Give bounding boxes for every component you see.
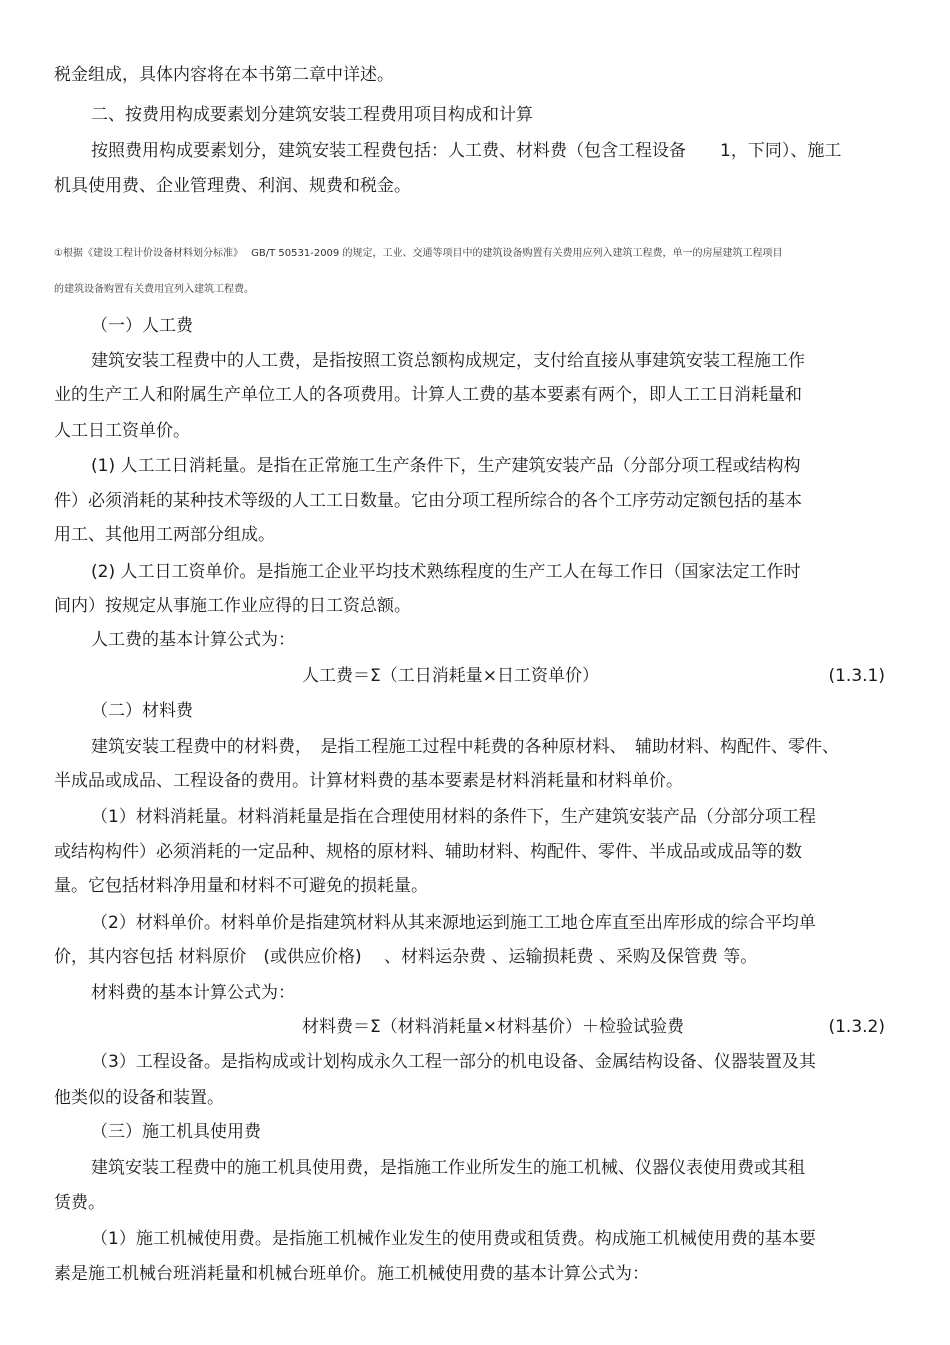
paragraph-line: 间内）按规定从事施工作业应得的日工资总额。: [54, 596, 411, 616]
paragraph-line: 人工日工资单价。: [54, 421, 190, 441]
subsection-heading: （一）人工费: [91, 316, 193, 336]
paragraph-line: 机具使用费、企业管理费、利润、规费和税金。: [54, 176, 411, 196]
subsection-heading: （三）施工机具使用费: [91, 1122, 261, 1142]
paragraph-line: 业的生产工人和附属生产单位工人的各项费用。计算人工费的基本要素有两个，即人工工日消耗量和: [54, 385, 802, 405]
paragraph-line: 税金组成，具体内容将在本书第二章中详述。: [54, 65, 394, 85]
equation-number: (1.3.2): [828, 1017, 885, 1037]
paragraph-line: 他类似的设备和装置。: [54, 1088, 224, 1108]
paragraph-line: （1）材料消耗量。材料消耗量是指在合理使用材料的条件下，生产建筑安装产品（分部分项工程: [91, 807, 816, 827]
paragraph-line: 半成品或成品、工程设备的费用。计算材料费的基本要素是材料消耗量和材料单价。: [54, 771, 683, 791]
footnote-line: 的建筑设备购置有关费用宜列入建筑工程费。: [54, 284, 254, 295]
footnote-line: ①根据《建设工程计价设备材料划分标准》 GB/T 50531-2009 的规定，工业、交通等项目中的建筑设备购置有关费用应列入建筑工程费，单一的房屋建筑工程项目: [54, 248, 783, 259]
paragraph-line: 赁费。: [54, 1193, 105, 1213]
paragraph-line: 建筑安装工程费中的材料费， 是指工程施工过程中耗费的各种原材料、 辅助材料、构配件、零件、: [91, 737, 839, 757]
paragraph-line: （1）施工机械使用费。是指施工机械作业发生的使用费或租赁费。构成施工机械使用费的基本要: [91, 1229, 816, 1249]
paragraph-line: 按照费用构成要素划分，建筑安装工程费包括：人工费、材料费（包含工程设备 1，下同）、施工: [91, 141, 842, 161]
paragraph-line: 素是施工机械台班消耗量和机械台班单价。施工机械使用费的基本计算公式为：: [54, 1264, 649, 1284]
paragraph-line: 价，其内容包括 材料原价 (或供应价格) 、材料运杂费 、运输损耗费 、采购及保管费 等。: [54, 947, 758, 967]
paragraph-line: 建筑安装工程费中的施工机具使用费，是指施工作业所发生的施工机械、仪器仪表使用费或其租: [91, 1158, 805, 1178]
equation-formula: 人工费＝Σ（工日消耗量×日工资单价）: [302, 666, 599, 686]
equation-formula: 材料费＝Σ（材料消耗量×材料基价）＋检验试验费: [302, 1017, 684, 1037]
paragraph-line: 件）必须消耗的某种技术等级的人工工日数量。它由分项工程所综合的各个工序劳动定额包括的基本: [54, 491, 802, 511]
paragraph-line: 建筑安装工程费中的人工费，是指按照工资总额构成规定，支付给直接从事建筑安装工程施工作: [91, 351, 805, 371]
section-heading: 二、按费用构成要素划分建筑安装工程费用项目构成和计算: [91, 105, 533, 125]
equation-number: (1.3.1): [828, 666, 885, 686]
paragraph-line: 材料费的基本计算公式为：: [91, 983, 295, 1003]
paragraph-line: (1) 人工工日消耗量。是指在正常施工生产条件下，生产建筑安装产品（分部分项工程或结构构: [91, 456, 801, 476]
paragraph-line: 量。它包括材料净用量和材料不可避免的损耗量。: [54, 876, 428, 896]
paragraph-line: 用工、其他用工两部分组成。: [54, 525, 275, 545]
subsection-heading: （二）材料费: [91, 701, 193, 721]
paragraph-line: （2）材料单价。材料单价是指建筑材料从其来源地运到施工工地仓库直至出库形成的综合平均单: [91, 913, 816, 933]
paragraph-line: (2) 人工日工资单价。是指施工企业平均技术熟练程度的生产工人在每工作日（国家法定工作时: [91, 562, 801, 582]
paragraph-line: （3）工程设备。是指构成或计划构成永久工程一部分的机电设备、金属结构设备、仪器装置及其: [91, 1052, 816, 1072]
paragraph-line: 或结构构件）必须消耗的一定品种、规格的原材料、辅助材料、构配件、零件、半成品或成品等的数: [54, 842, 802, 862]
paragraph-line: 人工费的基本计算公式为：: [91, 630, 295, 650]
